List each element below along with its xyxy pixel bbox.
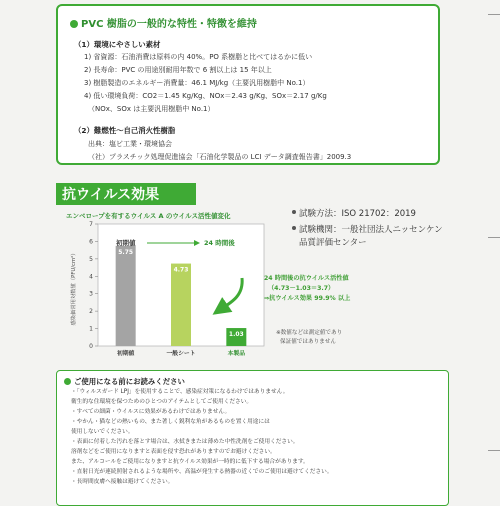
environment-line: 3) 樹脂製造のエネルギー消費量：46.1 MJ/kg（主要汎用樹脂中 No.1） [84, 79, 310, 87]
bar [171, 264, 191, 346]
result-line: ⇒抗ウイルス効果 99.9% 以上 [264, 295, 351, 302]
caution-line: 溶剤などをご使用になりますと表面を侵す恐れがありますのでお避けください。 [71, 449, 276, 455]
source-line: 出典：塩ビ工業・環境協会 [88, 140, 172, 148]
y-tick-label: 0 [89, 343, 93, 350]
caution-title [64, 376, 185, 387]
environment-line: 2) 長寿命：PVC の用途別耐用年数で 6 割以上は 15 年以上 [84, 66, 272, 74]
environment-line: 4) 低い環境負荷：CO2＝1.45 Kg/Kg、NOx＝2.43 g/Kg、SOx＝2.17 g/Kg [84, 92, 327, 100]
crop-mark [488, 450, 500, 451]
bullet-dot-icon [70, 20, 78, 28]
x-axis-labels [116, 349, 245, 357]
chart-caption: エンベロープを有するウイルス A のウイルス活性値変化 [66, 212, 231, 220]
result-line: （4.73－1.03＝3.7） [268, 285, 335, 292]
pvc-properties-box [56, 4, 440, 165]
section-heading-environment: （1）環境にやさしい素材 [74, 40, 161, 49]
caution-line: ・「ウィルスガード LPJ」を使用することで、感染症対策になるわけではありません。 [71, 389, 289, 395]
caution-box [56, 370, 449, 506]
result-line: 24 時間後の抗ウイルス活性値 [264, 275, 349, 282]
bar-value-label: 5.75 [118, 248, 134, 256]
y-tick-label: 6 [89, 238, 93, 246]
test-org [292, 225, 443, 236]
y-axis [89, 221, 98, 350]
pvc-title [70, 15, 257, 30]
bar-value-label: 1.03 [228, 331, 244, 339]
caution-line: また、アルコールをご使用になりますと抗ウイルス効果が一時的に低下する場合があります。 [71, 459, 309, 465]
y-tick-label: 7 [89, 221, 93, 228]
crop-mark [488, 237, 500, 238]
antiviral-title-bar [56, 183, 196, 205]
x-tick-label: 本製品 [227, 351, 246, 357]
x-tick-label: 初期値 [116, 351, 135, 357]
caution-line: 衛生的な住環境を保つためのひとつのアイテムとしてご使用ください。 [71, 399, 253, 405]
note-line: 保証値ではありません [280, 339, 336, 345]
annotation-24h: 24 時間後 [204, 239, 235, 247]
caution-line: 使用しないでください。 [71, 429, 134, 435]
bullet-icon [292, 210, 296, 214]
test-method [292, 209, 416, 220]
section-heading-flame-retardant: （2）難燃性～自己消火性樹脂 [74, 126, 176, 135]
pvc-title-text: PVC 樹脂の一般的な特性・特徴を維持 [81, 19, 257, 30]
annotation-initial: 初期値 [116, 239, 136, 247]
test-org-line2: 品質評価センター [299, 238, 367, 248]
note-line: ※数値などは測定値であり [276, 330, 343, 336]
caution-line: ・すべての細菌・ウイルスに効果があるわけではありません。 [71, 409, 231, 415]
bar [116, 246, 136, 346]
test-method-text: 試験方法：ISO 21702：2019 [299, 209, 416, 219]
caution-line: ・やかん・猫などの熱いもの、また著しく鋭利な角があるものを置く用途には [71, 419, 270, 425]
crop-mark [488, 14, 500, 15]
y-tick-label: 1 [89, 325, 93, 333]
environment-line: （NOx、SOx は主要汎用樹脂中 No.1） [88, 105, 215, 113]
y-tick-label: 2 [89, 308, 93, 316]
environment-line: 1) 省資源：石油消費は原料の内 40%。PO 系樹脂と比べてはるかに低い [84, 53, 313, 61]
source-line: （社）プラスチック処理促進協会「石油化学製品の LCI データ調査報告書」2009.3 [88, 153, 352, 161]
test-org-text: 試験機関：一般社団法人ニッセンケン [299, 225, 443, 235]
caution-line: ・直射日光が連続照射されるような場所や、高温が発生する熱器の近くでのご使用は避けてください。 [71, 469, 333, 475]
y-tick-label: 5 [89, 255, 93, 263]
y-tick-label: 3 [89, 290, 93, 298]
bullet-icon [292, 226, 296, 230]
caution-line: ・長時間皮膚へ接触は避けてください。 [71, 479, 174, 485]
y-axis-label: 感染価常用対数値（PFU/cm²） [71, 250, 77, 326]
antiviral-title: 抗ウイルス効果 [62, 187, 160, 203]
caution-title-text: ご使用になる前にお読みください [74, 377, 185, 386]
antiviral-bar-chart [56, 218, 276, 366]
y-tick-label: 4 [89, 273, 93, 281]
caution-line: ・表面に付着した汚れを落とす場合は、水拭きまたは薄めた中性洗剤をご使用ください。 [71, 439, 299, 445]
bullet-dot-icon [64, 378, 71, 385]
x-tick-label: 一般シート [166, 351, 196, 357]
bar-value-label: 4.73 [173, 266, 189, 274]
